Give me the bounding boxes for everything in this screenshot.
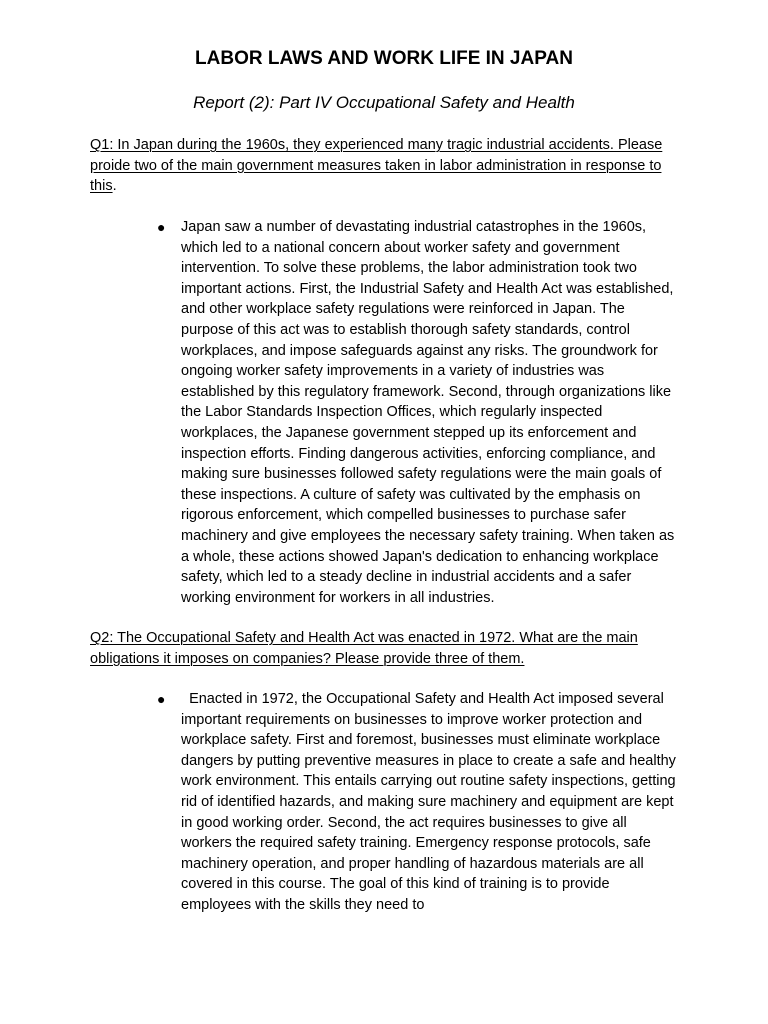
question-1-text: Q1: In Japan during the 1960s, they experienced many tragic industrial accidents. Please proide two of the main government measures taken in labor administration in response to this — [90, 137, 663, 195]
answer-2: Enacted in 1972, the Occupational Safety and Health Act imposed several important requirements on businesses to improve worker protection and workplace safety. First and foremost, businesses must eliminate workplace dangers by putting preventive measures in place to create a safe and healthy work environment. This entails carrying out routine safety inspections, getting rid of identified hazards, and making sure machinery and equipment are kept in good working order. Second, the act requires businesses to give all workers the required safety training. Emergency response protocols, safe machinery operation, and proper handling of hazardous materials are all covered in this course. The goal of this kind of training is to provide employees with the skills they need to — [181, 691, 680, 913]
bullet-icon: ● — [157, 219, 166, 235]
question-2 — [90, 628, 680, 669]
question-1-period: . — [112, 178, 117, 195]
document-title: LABOR LAWS AND WORK LIFE IN JAPAN — [195, 48, 573, 69]
answer-1: Japan saw a number of devastating industrial catastrophes in the 1960s, which led to a national concern about worker safety and government intervention. To solve these problems, the labor administration took two important actions. First, the Industrial Safety and Health Act was established, and other workplace safety regulations were reinforced in Japan. The purpose of this act was to establish thorough safety standards, control workplaces, and impose safeguards against any risks. The groundwork for ongoing worker safety improvements in a variety of industries was established by this regulatory framework. Second, through organizations like the Labor Standards Inspection Offices, which regularly inspected workplaces, the Japanese government stepped up its enforcement and inspection efforts. Finding dangerous activities, enforcing compliance, and making sure businesses followed safety regulations were the main goals of these inspections. A culture of safety was cultivated by the emphasis on rigorous enforcement, which compelled businesses to purchase safer machinery and give employees the necessary safety training. When taken as a whole, these actions showed Japan's dedication to enhancing workplace safety, which led to a steady decline in industrial accidents and a safer working environment for workers in all industries. — [181, 219, 675, 606]
question-1 — [90, 135, 680, 197]
bullet-icon: ● — [157, 691, 166, 707]
document-subtitle: Report (2): Part IV Occupational Safety and Health — [193, 93, 575, 112]
question-2-text: Q2: The Occupational Safety and Health Act was enacted in 1972. What are the main obligations it imposes on companies? Please provide three of them. — [90, 630, 638, 667]
